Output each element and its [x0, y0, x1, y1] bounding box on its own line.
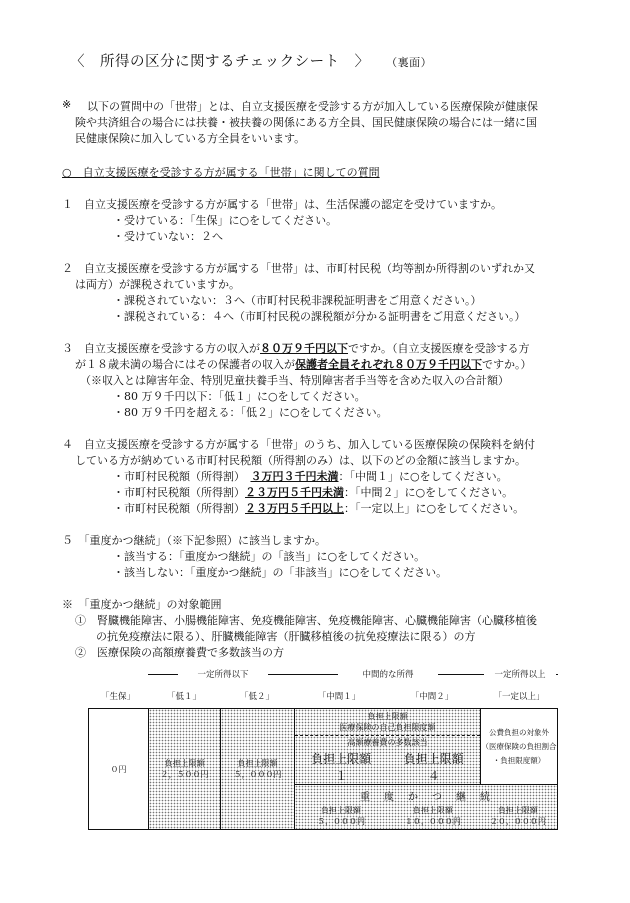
q5-option-a: ・該当する：「重度かつ継続」の「該当」に○をしてください。 [113, 550, 426, 563]
note-line-2: 険や共済組合の場合には扶養・被扶養の関係にある方全員、国民健康保険の場合には一緒に国 [75, 116, 537, 129]
page-title: 〈 所得の区分に関するチェックシート 〉 （裏面） [70, 54, 433, 70]
cell-low2: 負担上限額 ５，０００円 [221, 709, 295, 829]
q3-option-a: ・80 万９千円以下：「低１」に○をしてください。 [113, 390, 366, 403]
q4-option-c: ・市町村民税額（所得割）２３万円５千円以上：「一定以上」に○をしてください。 [113, 502, 525, 515]
cell-seiho: ０円 [89, 709, 149, 829]
mid2-limit: 負担上限額 ４ [403, 752, 464, 783]
mid-divider: 高額療養費の多数該当 [295, 735, 480, 748]
range-low-label: 一定所得以下 [178, 668, 268, 680]
scope-item-1-line-2: の抗免疫療法に限る）、肝臓機能障害（肝臓移植後の抗免疫療法に限る）の方 [96, 630, 476, 643]
q4-option-b: ・市町村民税額（所得割）２３万円５千円未満：「中間２」に○をしてください。 [113, 486, 514, 499]
section-heading: ○ 自立支援医療を受診する方が属する「世帯」に関しての質問 [62, 166, 380, 179]
scope-item-2: ② 医療保険の高額療養費で多数該当の方 [75, 646, 284, 659]
burden-limit-diagram [88, 666, 558, 836]
scope-heading: ※ 「重度かつ継続」の対象範囲 [62, 598, 222, 611]
diagram-grid [88, 708, 558, 830]
q2-line-2: は両方）が課税されていますか。 [75, 278, 240, 291]
mid1-limit: 負担上限額 １ [311, 752, 372, 783]
q3-line-2: が１８歳未満の場合にはその保護者の収入が保護者全員それぞれ８０万９千円以下ですか。） [75, 358, 532, 371]
cat-low2: 「低２」 [239, 692, 274, 702]
range-high-label: 一定所得以上 [484, 668, 556, 680]
cat-low1: 「低１」 [166, 692, 201, 702]
note-line-3: 民健康保険に加入している方全員をいいます。 [75, 132, 306, 145]
cat-mid2: 「中間２」 [410, 692, 454, 702]
q1-option-a: ・受けている：「生保」に○をしてください。 [113, 214, 338, 227]
q2-option-a: ・課税されていない：３へ（市町村民税非課税証明書をご用意ください。） [113, 294, 482, 307]
cat-mid1: 「中間１」 [317, 692, 361, 702]
jukei-mid1: 負担上限額 ５，０００円 [316, 806, 365, 826]
q2-line-1: ２ 自立支援医療を受診する方が属する「世帯」は、市町村民税（均等割か所得割のいずれか又 [62, 262, 535, 275]
q3-option-b: ・80 万９千円を超える：「低２」に○をしてください。 [113, 406, 388, 419]
q1-text: １ 自立支援医療を受診する方が属する「世帯」は、生活保護の認定を受けていますか。 [62, 198, 502, 211]
range-mid-label: 中間的な所得 [338, 668, 438, 680]
note-line-1: 以下の質問中の「世帯」とは、自立支援医療を受診する方が加入している医療保険が健康保 [87, 100, 538, 113]
q3-note: （※収入とは障害年金、特別児童扶養手当、特別障害者手当等を含めた収入の合計額） [80, 374, 509, 387]
page-subtitle: （裏面） [391, 56, 433, 69]
q5-text: ５ 「重度かつ継続」（※下記参照）に該当しますか。 [62, 534, 326, 547]
jukei-high: 負担上限額 ２０，０００円 [489, 806, 546, 826]
jukei-mid2: 負担上限額 １０，０００円 [404, 806, 461, 826]
q1-option-b: ・受けていない：２へ [113, 230, 223, 243]
cell-low1: 負担上限額 ２，５００円 [149, 709, 221, 829]
cell-high: 公費負担の対象外 （医療保険の負担割合 ・負担限度額） [481, 709, 557, 785]
cell-middle: 負担上限額 医療保険の自己負担限度額 高額療養費の多数該当 負担上限額 １ 負担上限額 ４ [295, 709, 481, 785]
jukei-limits [295, 805, 557, 827]
q4-line-1: ４ 自立支援医療を受診する方が属する「世帯」のうち、加入している医療保険の保険料を納付 [62, 438, 535, 451]
note-mark: ※ [62, 98, 72, 111]
mid-limits [295, 750, 480, 784]
cell-jukei: 重 度 か つ 継 続 負担上限額 ５，０００円 負担上限額 １０，０００円 負担上限額 ２０，０００円 [295, 785, 557, 829]
cat-seiho: 「生保」 [100, 692, 135, 702]
q5-option-b: ・該当しない：「重度かつ継続」の「非該当」に○をしてください。 [113, 566, 448, 579]
q4-option-a: ・市町村民税額（所得割） ３万円３千円未満：「中間１」に○をしてください。 [113, 470, 508, 483]
q4-line-2: している方が納めている市町村民税額（所得割のみ）は、以下のどの金額に該当しますか。 [75, 454, 526, 467]
cat-high: 「一定以上」 [493, 692, 545, 702]
q2-option-b: ・課税されている：４へ（市町村民税の課税額が分かる証明書をご用意ください。） [113, 310, 526, 323]
q3-line-1: ３ 自立支援医療を受診する方の収入が８０万９千円以下ですか。（自立支援医療を受診する方 [62, 342, 530, 355]
scope-item-1-line-1: ① 腎臓機能障害、小腸機能障害、免疫機能障害、免疫機能障害、心臓機能障害（心臓移植後 [75, 614, 537, 627]
